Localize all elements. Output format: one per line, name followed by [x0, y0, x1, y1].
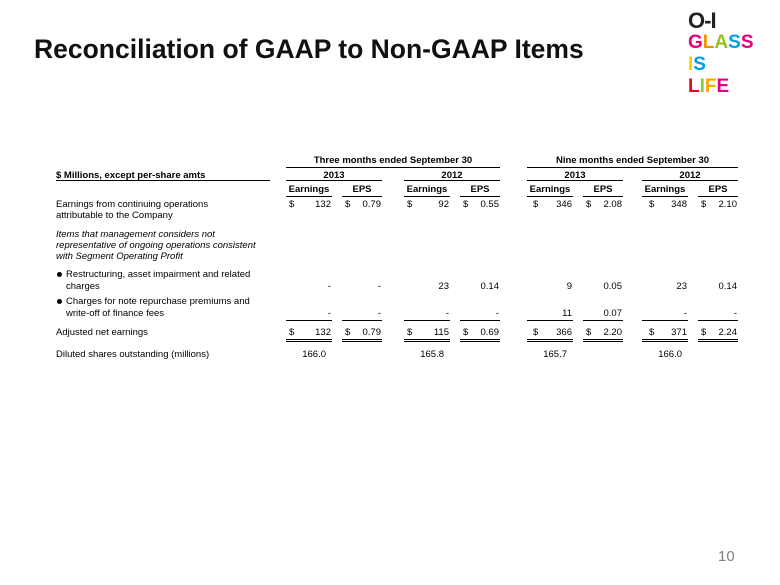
table-cell: 0.05 — [603, 281, 622, 292]
table-cell: 9 — [566, 281, 572, 292]
logo-letter: I — [699, 76, 705, 97]
table-cell: 132 — [315, 327, 331, 338]
currency-symbol: $ — [533, 327, 539, 338]
year-header: 2012 — [441, 170, 463, 181]
column-header: EPS — [593, 184, 613, 195]
currency-symbol: $ — [345, 199, 351, 210]
year-header: 2012 — [679, 170, 701, 181]
year-header: 2013 — [564, 170, 586, 181]
period-header-nine-months: Nine months ended September 30 — [555, 155, 710, 166]
row-label: Restructuring, asset impairment and related — [66, 269, 251, 280]
currency-symbol: $ — [649, 327, 655, 338]
table-cell: 2.20 — [603, 327, 622, 338]
table-cell: - — [327, 281, 331, 292]
table-cell: - — [495, 308, 499, 319]
page-number: 10 — [718, 548, 735, 565]
table-cell: - — [683, 308, 687, 319]
table-cell: 0.79 — [362, 199, 381, 210]
table-cell: 0.07 — [603, 308, 622, 319]
row-label: Earnings from continuing operations — [56, 199, 209, 210]
page-title: Reconciliation of GAAP to Non-GAAP Items — [34, 34, 584, 64]
table-cell: 2.08 — [603, 199, 622, 210]
table-cell: - — [327, 308, 331, 319]
logo-word-life — [688, 76, 729, 98]
table-cell: - — [377, 308, 381, 319]
table-cell: 115 — [433, 327, 449, 338]
table-cell: 0.55 — [480, 199, 499, 210]
logo-mark: O-I — [688, 8, 716, 33]
row-label: Adjusted net earnings — [56, 327, 148, 338]
table-cell: - — [733, 308, 737, 319]
logo-letter: S — [740, 32, 754, 53]
table-cell: 92 — [438, 199, 449, 210]
currency-symbol: $ — [701, 199, 707, 210]
period-header-three-months: Three months ended September 30 — [313, 155, 473, 166]
logo-letter: I — [688, 54, 694, 75]
currency-symbol: $ — [463, 327, 469, 338]
currency-symbol: $ — [407, 327, 413, 338]
table-cell: 366 — [556, 327, 572, 338]
table-cell: - — [377, 281, 381, 292]
row-label: with Segment Operating Profit — [56, 251, 183, 262]
table-cell: 23 — [438, 281, 449, 292]
currency-symbol: $ — [586, 199, 592, 210]
table-cell: 11 — [562, 308, 572, 319]
logo-letter: L — [702, 32, 715, 53]
logo-word-is — [688, 54, 706, 76]
column-header: Earnings — [288, 184, 330, 195]
column-header: EPS — [708, 184, 728, 195]
row-label: Charges for note repurchase premiums and — [66, 296, 250, 307]
company-logo — [688, 8, 770, 100]
table-cell: 346 — [556, 199, 572, 210]
table-cell: 132 — [315, 199, 331, 210]
currency-symbol: $ — [289, 199, 295, 210]
column-header: Earnings — [644, 184, 686, 195]
row-label: attributable to the Company — [56, 210, 173, 221]
logo-letter: A — [714, 32, 729, 53]
table-cell: 165.8 — [420, 349, 444, 360]
table-cell: 165.7 — [543, 349, 567, 360]
row-header-label: $ Millions, except per-share amts — [56, 170, 206, 181]
currency-symbol: $ — [463, 199, 469, 210]
row-label: representative of ongoing operations consistent — [56, 240, 256, 251]
row-label: Diluted shares outstanding (millions) — [56, 349, 210, 360]
bullet-icon — [57, 299, 62, 304]
logo-letter: S — [728, 32, 741, 53]
logo-letter: F — [704, 76, 717, 97]
column-header: EPS — [352, 184, 372, 195]
column-header: Earnings — [529, 184, 571, 195]
currency-symbol: $ — [649, 199, 655, 210]
logo-letter: S — [693, 54, 706, 75]
table-cell: 166.0 — [658, 349, 682, 360]
row-label: charges — [66, 281, 100, 292]
table-cell: 0.69 — [480, 327, 499, 338]
logo-letter: G — [688, 32, 703, 53]
table-cell: 23 — [676, 281, 687, 292]
table-cell: 166.0 — [302, 349, 326, 360]
currency-symbol: $ — [407, 199, 413, 210]
column-header: Earnings — [406, 184, 448, 195]
table-cell: 2.24 — [718, 327, 737, 338]
currency-symbol: $ — [533, 199, 539, 210]
row-label: Items that management considers not — [56, 229, 215, 240]
currency-symbol: $ — [345, 327, 351, 338]
table-cell: 0.14 — [718, 281, 737, 292]
currency-symbol: $ — [701, 327, 707, 338]
row-label: write-off of finance fees — [66, 308, 165, 319]
currency-symbol: $ — [289, 327, 295, 338]
table-cell: 371 — [671, 327, 687, 338]
table-cell: 348 — [671, 199, 687, 210]
currency-symbol: $ — [586, 327, 592, 338]
table-cell: 2.10 — [718, 199, 737, 210]
logo-letter: E — [716, 76, 730, 97]
column-header: EPS — [470, 184, 490, 195]
table-cell: 0.79 — [362, 327, 381, 338]
logo-letter: L — [688, 76, 700, 97]
table-cell: 0.14 — [480, 281, 499, 292]
logo-word-glass — [688, 32, 754, 54]
bullet-icon — [57, 272, 62, 277]
year-header: 2013 — [323, 170, 345, 181]
table-cell: - — [445, 308, 449, 319]
